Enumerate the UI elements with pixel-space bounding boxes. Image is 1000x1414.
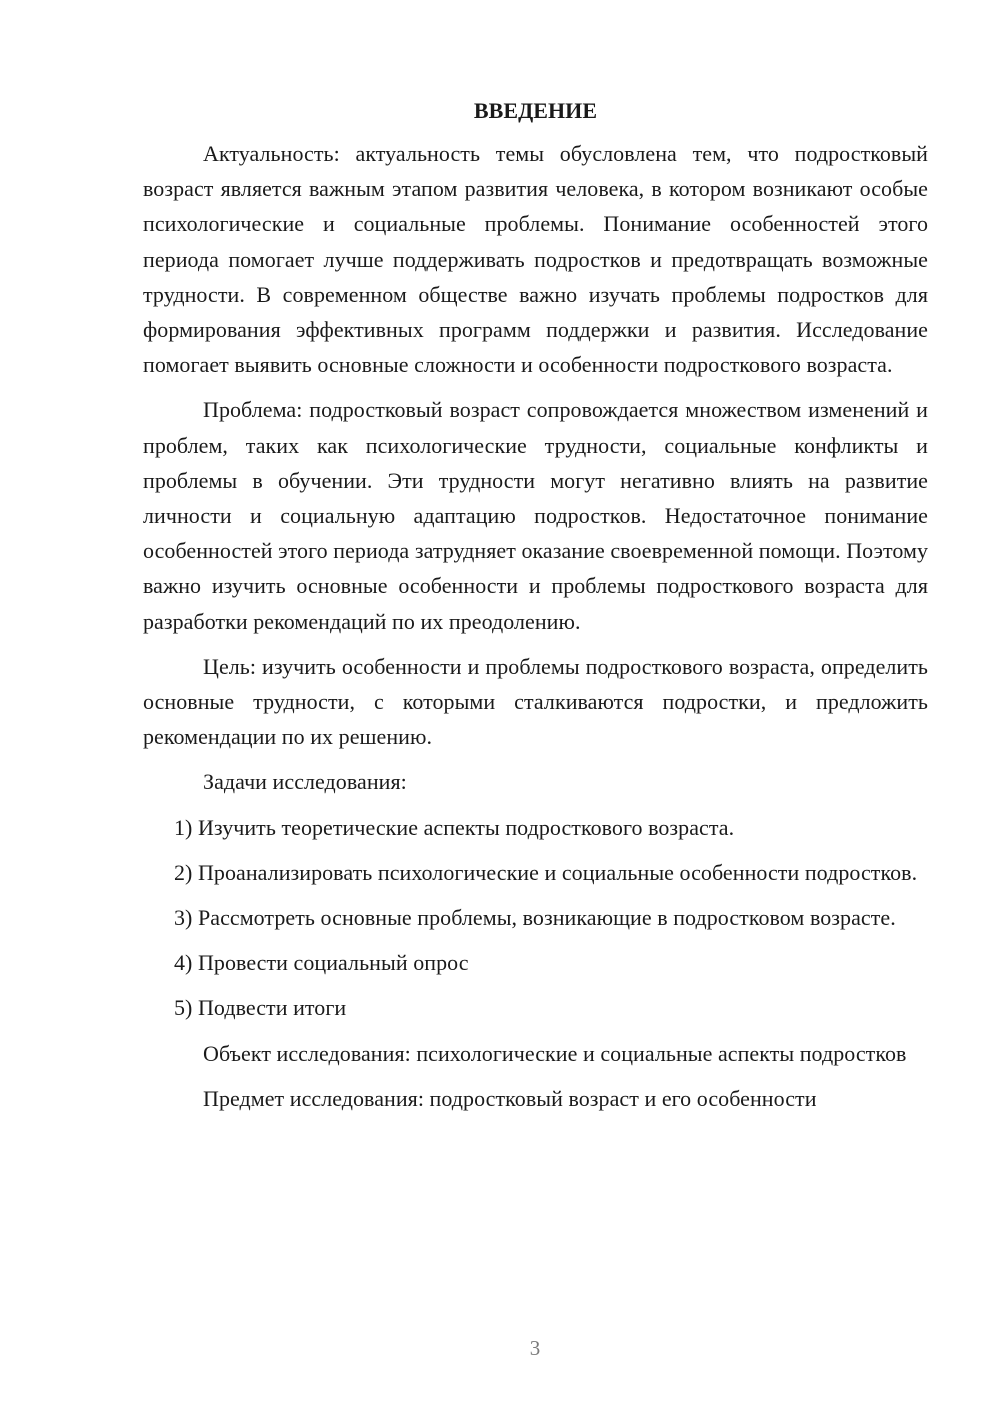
section-heading: ВВЕДЕНИЕ [473,98,598,123]
relevance-paragraph: Актуальность: актуальность темы обусловлена тем, что подростковый возраст является важным этапом развития человека, в котором возникают особые психологические и социальные проблемы. Понимание особенностей этого периода помогает лучше поддерживать подростков и предотвращать возможные трудности. В современном обществе важно изучать проблемы подростков для формирования эффективных программ поддержки и развития. Исследование помогает выявить основные сложности и особенности подросткового возраста. [143,141,928,378]
goal-paragraph: Цель: изучить особенности и проблемы подросткового возраста, определить основные трудности, с которыми сталкиваются подростки, и предложить рекомендации по их решению. [143,653,928,750]
task-item-5: 5) Подвести итоги [174,995,347,1021]
page-content [143,96,928,1126]
task-item-2: 2) Проанализировать психологические и социальные особенности подростков. [174,859,918,885]
tasks-heading: Задачи исследования: [203,769,407,795]
object-paragraph: Объект исследования: психологические и социальные аспекты подростков [203,1040,907,1066]
task-item-4: 4) Провести социальный опрос [174,950,469,976]
task-item-1: 1) Изучить теоретические аспекты подросткового возраста. [174,814,735,840]
task-item-3: 3) Рассмотреть основные проблемы, возникающие в подростковом возрасте. [174,905,896,931]
problem-paragraph: Проблема: подростковый возраст сопровождается множеством изменений и проблем, таких как психологические трудности, социальные конфликты и проблемы в обучении. Эти трудности могут негативно влиять на развитие личности и социальную адаптацию подростков. Недостаточное понимание особенностей этого периода затрудняет оказание своевременной помощи. Поэтому важно изучить основные особенности и проблемы подросткового возраста для разработки рекомендаций по их преодолению. [143,397,928,634]
subject-paragraph: Предмет исследования: подростковый возраст и его особенности [203,1085,817,1111]
page-number: 3 [529,1336,541,1360]
